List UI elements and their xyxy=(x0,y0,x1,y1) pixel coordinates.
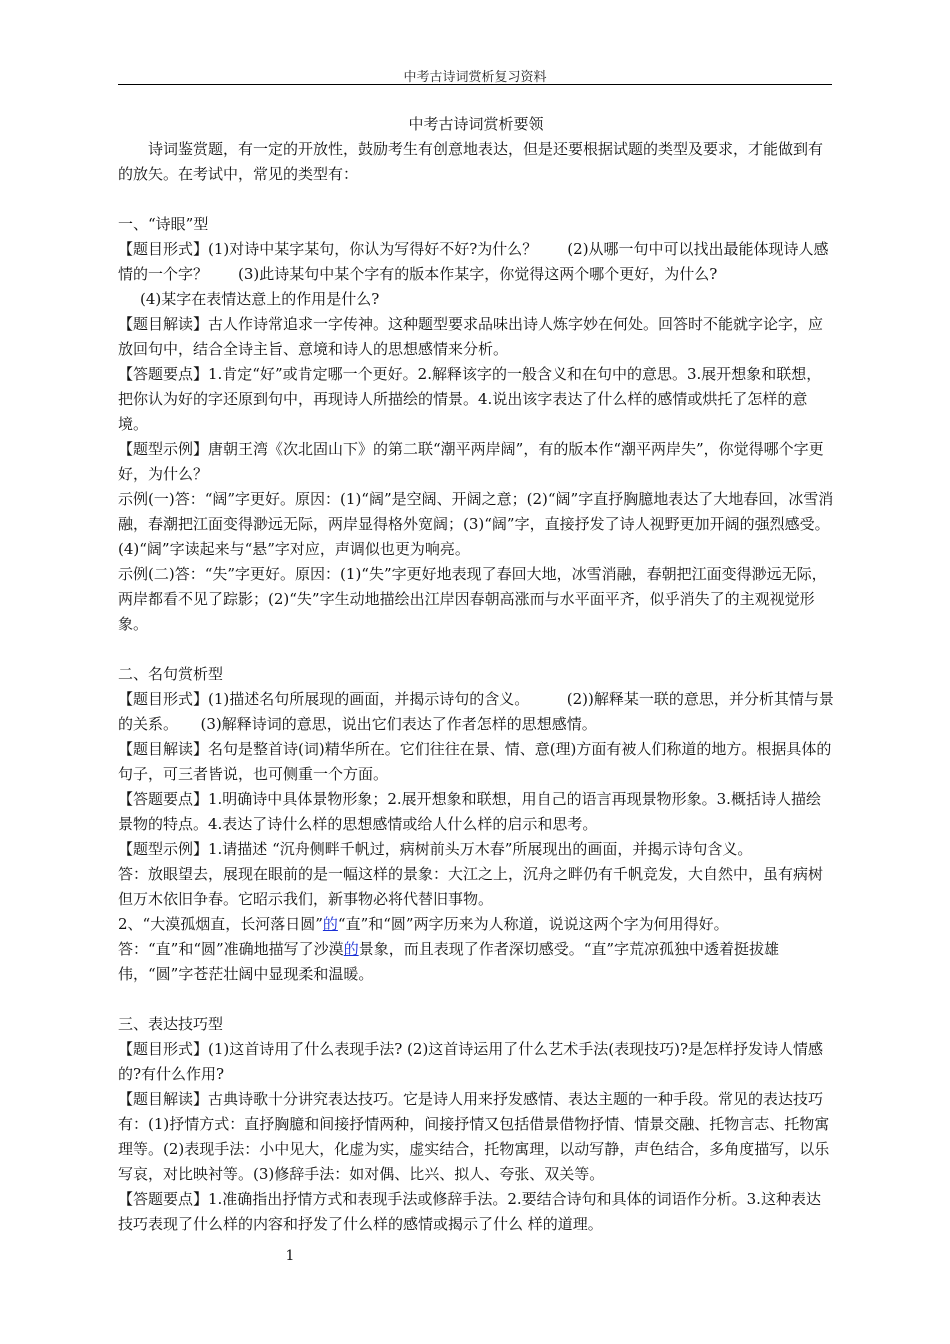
s2-a2-text-a: 答：“直”和“圆”准确地描写了沙漠 xyxy=(118,940,344,958)
s2-interpretation: 【题目解读】名句是整首诗(词)精华所在。它们往往在景、情、意(理)方面有被人们称道的地方。根据具体的句子，可三者皆说，也可侧重一个方面。 xyxy=(118,740,832,783)
s2-example-question-2 xyxy=(118,912,834,937)
s2-q2-text-a: 2、“大漠孤烟直，长河落日圆” xyxy=(118,915,323,933)
s1-question-form-cont: (4)某字在表情达意上的作用是什么? xyxy=(140,290,380,308)
s2-question-form: 【题目形式】(1)描述名句所展现的画面，并揭示诗句的含义。 (2))解释某一联的意思，并分析其情与景的关系。 (3)解释诗词的意思，说出它们表达了作者怎样的思想感情。 xyxy=(118,690,834,733)
hyperlink[interactable]: 的 xyxy=(322,915,338,933)
header-rule xyxy=(118,84,832,85)
s1-question-form: 【题目形式】(1)对诗中某字某句，你认为写得好不好?为什么？ (2)从哪一句中可以找出最能体现诗人感情的一个字？ (3)此诗某句中某个字有的版本作某字，你觉得这两个哪个更好，为什么? xyxy=(118,240,829,283)
s3-key-points: 【答题要点】1.准确指出抒情方式和表现手法或修辞手法。2.要结合诗句和具体的词语作分析。3.这种表达技巧表现了什么样的内容和抒发了什么样的感情或揭示了什么 样的道理。 xyxy=(118,1190,821,1233)
s1-example-answer-1: 示例(一)答：“阔”字更好。原因：(1)“阔”是空阔、开阔之意；(2)“阔”字直抒胸臆地表达了大地春回，冰雪消融，春潮把江面变得渺远无际，两岸显得格外宽阔；(3)“阔”字，直接抒发了诗人视野更加开阔的强烈感受。 (4)“阔”字读起来与“悬”字对应，声调似也更为响亮。 xyxy=(118,490,834,558)
spacer xyxy=(118,637,834,662)
s2-key-points: 【答题要点】1.明确诗中具体景物形象；2.展开想象和联想，用自己的语言再现景物形象。3.概括诗人描绘景物的特点。4.表达了诗什么样的思想感情或给人什么样的启示和思考。 xyxy=(118,790,821,833)
document-title: 中考古诗词赏析要领 xyxy=(408,115,544,133)
spacer xyxy=(118,187,834,212)
s1-example-answer-2: 示例(二)答：“失”字更好。原因：(1)“失”字更好地表现了春回大地，冰雪消融，春朝把江面变得渺远无际，两岸都看不见了踪影；(2)“失”字生动地描绘出江岸因春朝高涨而与水平面平齐，似乎消失了的主观视觉形象。 xyxy=(118,565,827,633)
section-1-heading: 一、“诗眼”型 xyxy=(118,215,209,233)
s3-question-form: 【题目形式】(1)这首诗用了什么表现手法? (2)这首诗运用了什么艺术手法(表现技巧)?是怎样抒发诗人情感的?有什么作用? xyxy=(118,1040,824,1083)
s2-example-question-1: 【题型示例】1.请描述 “沉舟侧畔千帆过，病树前头万木春”所展现出的画面，并揭示诗句含义。 xyxy=(118,840,753,858)
section-3-heading: 三、表达技巧型 xyxy=(118,1015,224,1033)
document-body xyxy=(118,112,834,1237)
section-2-heading: 二、名句赏析型 xyxy=(118,665,224,683)
page-number: 1 xyxy=(285,1248,295,1264)
running-header: 中考古诗词赏析复习资料 xyxy=(403,70,547,85)
s1-interpretation: 【题目解读】古人作诗常追求一字传神。这种题型要求品味出诗人炼字妙在何处。回答时不能就字论字，应放回句中，结合全诗主旨、意境和诗人的思想感情来分析。 xyxy=(118,315,824,358)
s1-example-question: 【题型示例】唐朝王湾《次北固山下》的第二联“潮平两岸阔”，有的版本作“潮平两岸失”，你觉得哪个字更好，为什么？ xyxy=(118,440,824,483)
intro-paragraph: 诗词鉴赏题，有一定的开放性，鼓励考生有创意地表达，但是还要根据试题的类型及要求，才能做到有的放矢。在考试中，常见的类型有： xyxy=(118,140,824,183)
spacer xyxy=(118,987,834,1012)
s3-interpretation: 【题目解读】古典诗歌十分讲究表达技巧。它是诗人用来抒发感情、表达主题的一种手段。常见的表达技巧有：(1)抒情方式：直抒胸臆和间接抒情两种，间接抒情又包括借景借物抒情、情景交融、托物言志、托物寓理等。(2)表现手法：小中见大，化虚为实，虚实结合，托物寓理，以动写静，声色结合，多角度描写，以乐写哀，对比映衬等。(3)修辞手法：如对偶、比兴、拟人、夸张、双关等。 xyxy=(118,1090,830,1183)
s1-key-points: 【答题要点】1.肯定“好”或肯定哪一个更好。2.解释该字的一般含义和在句中的意思。3.展开想象和联想，把你认为好的字还原到句中，再现诗人所描绘的情景。4.说出该字表达了什么样的感情或烘托了怎样的意境。 xyxy=(118,365,822,433)
s2-q2-text-b: “直”和“圆”两字历来为人称道，说说这两个字为何用得好。 xyxy=(337,915,729,933)
s2-a2-text-b: 景象，而且表现了作者深切感受。“直”字荒凉孤独中透着挺拔雄伟，“圆”字苍茫壮阔中显现柔和温暖。 xyxy=(118,940,780,983)
s2-example-answer-2 xyxy=(118,937,834,987)
hyperlink[interactable]: 的 xyxy=(343,940,359,958)
s2-example-answer-1: 答：放眼望去，展现在眼前的是一幅这样的景象：大江之上，沉舟之畔仍有千帆竞发，大自然中，虽有病树但万木依旧争春。它昭示我们，新事物必将代替旧事物。 xyxy=(118,865,824,908)
